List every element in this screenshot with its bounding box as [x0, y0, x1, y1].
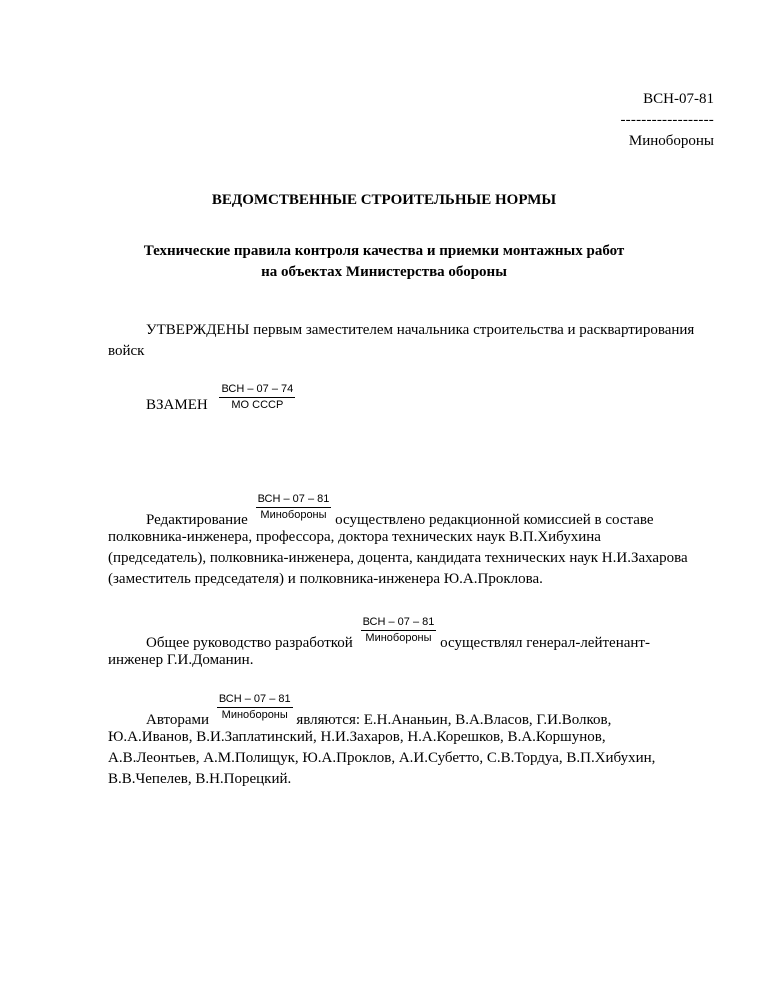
approved-line1: УТВЕРЖДЕНЫ первым заместителем начальника строительства и расквартирования [146, 322, 695, 338]
approved-paragraph [108, 320, 718, 362]
header-divider: ------------------ [620, 112, 714, 128]
editing-rest: осуществлено редакционной комиссией в составе [331, 512, 654, 528]
authors-fraction [217, 693, 293, 722]
replaces-line [146, 383, 295, 416]
authors-line2: Ю.А.Иванов, В.И.Заплатинский, Н.И.Захаров, Н.А.Корешков, В.А.Коршунов, [108, 729, 606, 745]
authors-line4: В.В.Чепелев, В.Н.Порецкий. [108, 771, 292, 787]
approved-line2: войск [108, 343, 145, 359]
document-code: ВСН-07-81 [643, 91, 714, 107]
document-title: ВЕДОМСТВЕННЫЕ СТРОИТЕЛЬНЫЕ НОРМЫ [211, 192, 557, 208]
management-fraction [361, 616, 437, 645]
authors-fraction-numerator: ВСН – 07 – 81 [217, 693, 293, 708]
management-fraction-denominator: Минобороны [365, 632, 432, 644]
replaces-fraction-denominator: МО СССР [231, 399, 284, 411]
editing-paragraph [108, 493, 718, 590]
editing-line2: полковника-инженера, профессора, доктора технических наук В.П.Хибухина [108, 529, 601, 545]
authors-fraction-denominator: Минобороны [221, 709, 288, 721]
issuing-ministry: Минобороны [628, 133, 714, 149]
editing-fraction-numerator: ВСН – 07 – 81 [256, 493, 332, 508]
authors-rest: являются: Е.Н.Ананьин, В.А.Власов, Г.И.Волков, [292, 712, 612, 728]
editing-line3: (председатель), полковника-инженера, доцента, кандидата технических наук Н.И.Захарова [108, 550, 688, 566]
editing-fraction-denominator: Минобороны [260, 509, 327, 521]
document-subtitle-line2: на объектах Министерства обороны [261, 264, 507, 280]
authors-lead: Авторами [146, 712, 210, 728]
replaces-fraction-numerator: ВСН – 07 – 74 [219, 383, 295, 398]
editing-fraction [256, 493, 332, 522]
authors-line3: А.В.Леонтьев, А.М.Полищук, Ю.А.Проклов, А.И.Субетто, С.В.Тордуа, В.П.Хибухин, [108, 750, 656, 766]
management-rest: осуществлял генерал-лейтенант- [436, 635, 650, 651]
replaces-fraction [219, 383, 295, 412]
document-subtitle-line1: Технические правила контроля качества и приемки монтажных работ [143, 243, 625, 259]
management-line2: инженер Г.И.Доманин. [108, 652, 254, 668]
management-fraction-numerator: ВСН – 07 – 81 [361, 616, 437, 631]
management-paragraph [108, 616, 718, 671]
editing-lead: Редактирование [146, 512, 248, 528]
replaces-label: ВЗАМЕН [146, 397, 208, 413]
authors-paragraph [108, 693, 718, 790]
management-lead: Общее руководство разработкой [146, 635, 353, 651]
editing-line4: (заместитель председателя) и полковника-инженера Ю.А.Проклова. [108, 571, 543, 587]
